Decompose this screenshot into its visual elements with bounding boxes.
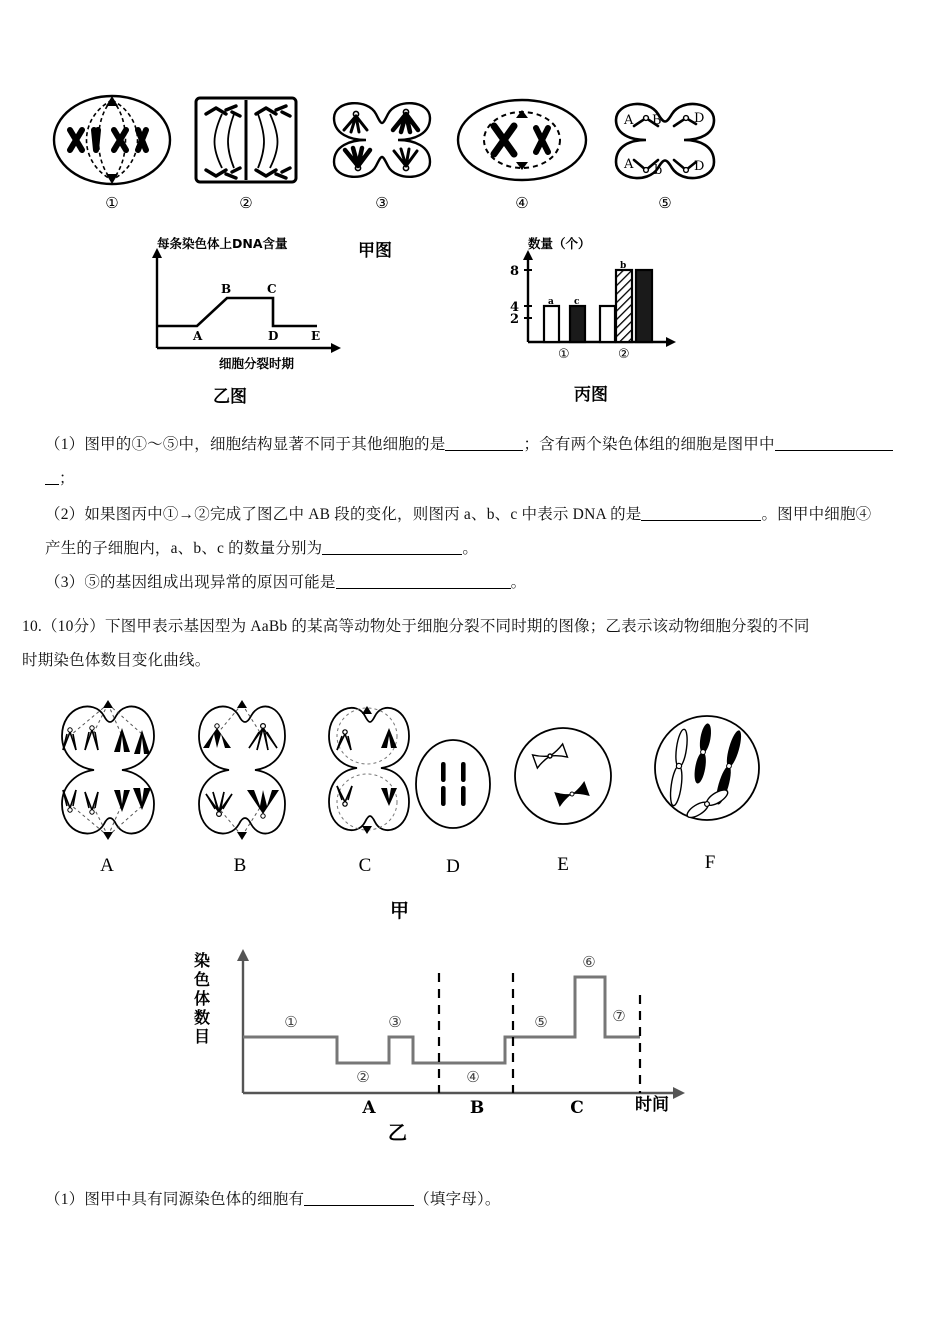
q10-cell-A bbox=[42, 694, 172, 877]
q9-1-blank-1[interactable] bbox=[445, 450, 523, 451]
q10-stem-line2: 时期染色体数目变化曲线。 bbox=[22, 652, 211, 669]
q9-2-number: （2） bbox=[45, 506, 85, 523]
q10-cell-C bbox=[305, 694, 425, 877]
q9-1-blank-2[interactable] bbox=[775, 450, 893, 451]
yi-point-D: D bbox=[268, 329, 279, 343]
q9-3-number: （3） bbox=[45, 574, 85, 591]
q9-2-blank-2[interactable] bbox=[322, 554, 462, 555]
q10-cell-A-caption: A bbox=[100, 855, 114, 876]
q9-1-blank-2-cont[interactable] bbox=[45, 484, 59, 485]
cell5-gene-top-2: B bbox=[652, 113, 662, 128]
yi-point-A: A bbox=[193, 329, 203, 343]
cell-diagram-4 bbox=[452, 92, 592, 213]
cell-1-svg bbox=[48, 92, 176, 192]
q10-cell-C-svg bbox=[305, 694, 425, 849]
q10-1-number: （1） bbox=[45, 1191, 85, 1208]
q10-yi-label: 乙 bbox=[388, 1122, 408, 1144]
q10-cell-A-svg bbox=[42, 694, 172, 849]
bar-group2-b bbox=[616, 270, 632, 342]
step-label-5: ⑤ bbox=[534, 1013, 548, 1031]
question-9-3 bbox=[45, 566, 925, 600]
q10-cell-D bbox=[408, 730, 498, 878]
yi-point-E: E bbox=[311, 329, 321, 343]
bing-y-axis-label: 数量（个） bbox=[528, 236, 591, 251]
question-9-1 bbox=[45, 428, 915, 496]
q10-cell-D-caption: D bbox=[446, 856, 460, 877]
q9-2-text-a: 如果图丙中①→②完成了图乙中 AB 段的变化，则图丙 a、b、c 中表示 DNA 的是 bbox=[84, 506, 642, 523]
bing-ytick-2: 2 bbox=[510, 312, 520, 327]
cell5-gene-top-3: D bbox=[694, 111, 705, 126]
bing-tu-title: 丙图 bbox=[574, 385, 608, 405]
q10-cell-D-svg bbox=[408, 730, 498, 848]
bar-group2-3 bbox=[636, 270, 652, 342]
step-label-1: ① bbox=[284, 1013, 298, 1031]
cell-4-svg bbox=[452, 92, 592, 192]
cell-5-svg bbox=[600, 92, 730, 192]
cell-diagram-1 bbox=[48, 92, 176, 213]
yi-tu-chart bbox=[135, 236, 385, 407]
q10-1-text-b: （填字母）。 bbox=[414, 1191, 501, 1208]
bar-group1-c bbox=[570, 306, 585, 342]
bar-label-b: b bbox=[620, 261, 627, 271]
cell-2-svg bbox=[182, 92, 310, 192]
cell-5-caption: ⑤ bbox=[658, 196, 672, 212]
cell-1-caption: ① bbox=[105, 196, 119, 212]
cell-3-caption: ③ bbox=[375, 196, 389, 212]
bar-label-c: c bbox=[574, 297, 580, 307]
q10-cell-F-svg bbox=[645, 708, 775, 848]
question-9-2 bbox=[45, 498, 925, 566]
jia-tu-label: 甲图 bbox=[358, 241, 392, 261]
cell5-gene-bot-2: b bbox=[654, 163, 663, 178]
step-label-3: ③ bbox=[388, 1013, 402, 1031]
q10-1-blank[interactable] bbox=[304, 1205, 414, 1206]
phase-label-C: C bbox=[570, 1098, 584, 1118]
q10-number: 10. bbox=[22, 618, 42, 635]
q9-2-blank-1[interactable] bbox=[641, 520, 761, 521]
bar-group1-a bbox=[544, 306, 559, 342]
yi-point-C: C bbox=[267, 282, 277, 296]
q10-cell-E-svg bbox=[508, 718, 618, 846]
yi-x-axis-label: 细胞分裂时期 bbox=[219, 356, 295, 371]
step-x-axis-label: 时间 bbox=[635, 1095, 669, 1115]
bing-tu-chart bbox=[500, 236, 710, 405]
q10-cell-C-caption: C bbox=[358, 855, 372, 876]
q9-2-line2-b: 。 bbox=[462, 540, 479, 557]
q10-cell-F bbox=[645, 708, 775, 874]
yi-tu-svg bbox=[135, 240, 385, 370]
cell5-gene-bot-3: D bbox=[694, 159, 705, 174]
yi-point-B: B bbox=[221, 282, 232, 296]
q9-3-text-b: 。 bbox=[510, 574, 527, 591]
bing-cat-1: ① bbox=[558, 347, 570, 362]
q9-1-text-a: 图甲的①～⑤中，细胞结构显著不同于其他细胞的是 bbox=[84, 436, 446, 453]
yi-tu-title: 乙图 bbox=[213, 387, 247, 407]
step-label-4: ④ bbox=[466, 1068, 480, 1086]
cell-2-caption: ② bbox=[239, 196, 253, 212]
bing-tu-svg bbox=[500, 240, 710, 370]
q10-cell-B-caption: B bbox=[233, 855, 247, 876]
cell-diagram-5 bbox=[600, 92, 730, 213]
yi-y-axis-label: 每条染色体上DNA含量 bbox=[157, 236, 288, 251]
cell-diagram-3 bbox=[318, 92, 446, 213]
bar-label-a: a bbox=[548, 297, 554, 307]
q10-yi-step-chart bbox=[185, 945, 725, 1120]
bing-ytick-4: 4 bbox=[510, 300, 520, 315]
q9-2-text-b: 。图甲中细胞④ bbox=[761, 506, 872, 523]
cell5-gene-top-1: A bbox=[624, 113, 634, 128]
cell5-gene-bot-1: A bbox=[624, 157, 634, 172]
q10-cell-E bbox=[508, 718, 618, 876]
q10-score: （10分） bbox=[41, 618, 105, 635]
question-10-1 bbox=[45, 1183, 925, 1217]
bing-ytick-8: 8 bbox=[510, 264, 520, 279]
q10-cell-E-caption: E bbox=[557, 854, 569, 875]
q10-cell-B bbox=[175, 694, 305, 877]
q10-jia-label: 甲 bbox=[390, 900, 410, 922]
cell-diagram-2 bbox=[182, 92, 310, 213]
question-10-stem bbox=[22, 610, 927, 678]
cell-3-svg bbox=[318, 92, 446, 192]
step-label-6: ⑥ bbox=[582, 953, 596, 971]
q10-cell-F-caption: F bbox=[704, 852, 716, 873]
q9-1-number: （1） bbox=[45, 436, 85, 453]
q9-3-text-a: ⑤的基因组成出现异常的原因可能是 bbox=[84, 574, 336, 591]
cell-4-caption: ④ bbox=[515, 196, 529, 212]
q9-2-line2-a: 产生的子细胞内，a、b、c 的数量分别为 bbox=[45, 540, 323, 557]
q10-cell-B-svg bbox=[175, 694, 305, 849]
q10-1-text-a: 图甲中具有同源染色体的细胞有 bbox=[84, 1191, 305, 1208]
q9-1-line2: ； bbox=[59, 470, 75, 487]
step-label-7: ⑦ bbox=[612, 1007, 626, 1025]
q9-3-blank[interactable] bbox=[336, 588, 511, 589]
step-y-axis-label: 染色体数目 bbox=[193, 951, 210, 1046]
phase-label-A: A bbox=[362, 1098, 376, 1118]
q9-1-text-b: ；含有两个染色体组的细胞是图甲中 bbox=[523, 436, 775, 453]
bar-group2-1 bbox=[600, 306, 615, 342]
q10-stem-line1: 下图甲表示基因型为 AaBb 的某高等动物处于细胞分裂不同时期的图像；乙表示该动物细胞分裂的不同 bbox=[105, 618, 810, 635]
bing-cat-2: ② bbox=[618, 347, 630, 362]
step-label-2: ② bbox=[356, 1068, 370, 1086]
phase-label-B: B bbox=[469, 1098, 485, 1118]
